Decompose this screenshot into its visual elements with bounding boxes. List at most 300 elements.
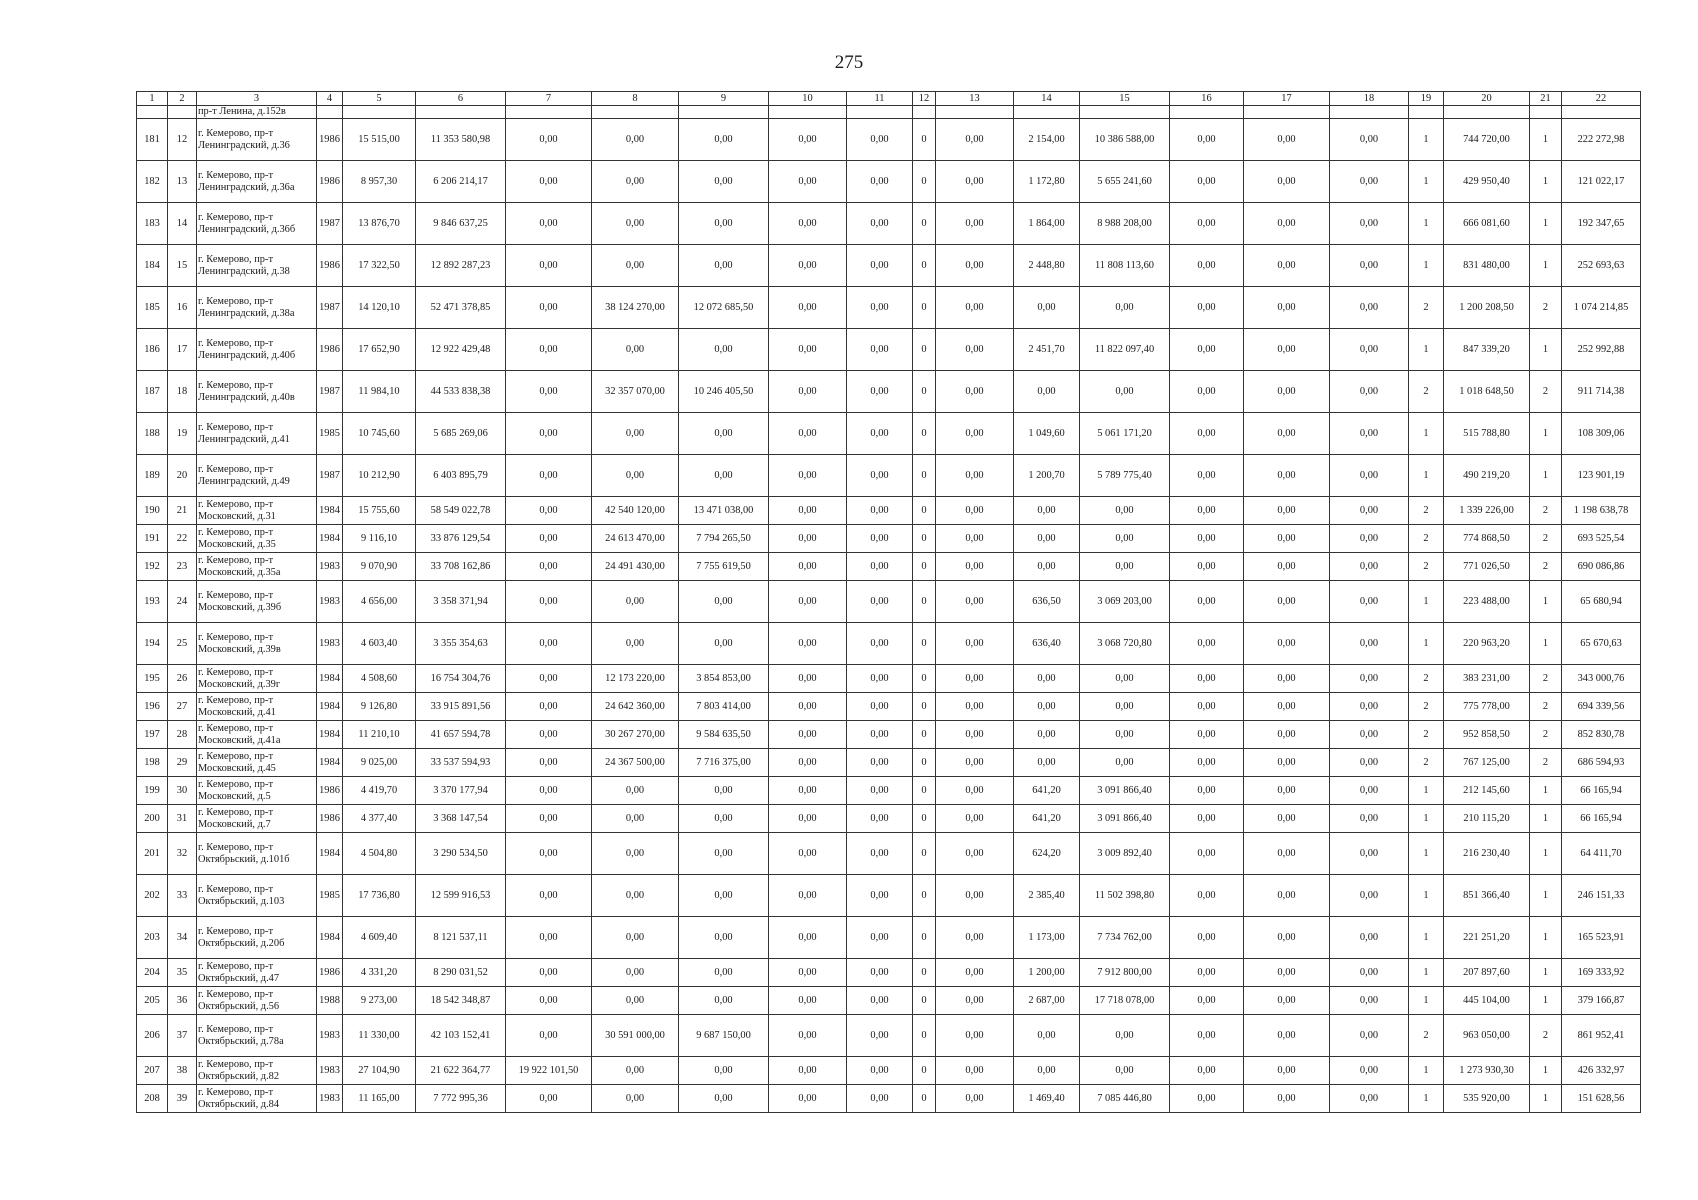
- col11-cell: 0,00: [847, 161, 913, 203]
- col5-cell: 4 603,40: [343, 623, 416, 665]
- table-row: [137, 497, 1641, 525]
- address-cell: г. Кемерово, пр-т Октябрьский, д.56: [197, 987, 317, 1015]
- col22-cell: 343 000,76: [1562, 665, 1641, 693]
- col16-cell: 0,00: [1170, 1015, 1244, 1057]
- col7-cell: 19 922 101,50: [506, 1057, 592, 1085]
- col10-cell: 0,00: [769, 119, 847, 161]
- col12-cell: 0: [913, 581, 936, 623]
- column-header-1: 1: [137, 92, 168, 106]
- col6-cell: 3 358 371,94: [416, 581, 506, 623]
- col19-cell: 1: [1409, 203, 1444, 245]
- year-cell: 1984: [317, 721, 343, 749]
- col15-cell: 3 091 866,40: [1080, 805, 1170, 833]
- col9-cell: 0,00: [679, 833, 769, 875]
- year-cell: 1987: [317, 371, 343, 413]
- col6-cell: 42 103 152,41: [416, 1015, 506, 1057]
- col12-cell: 0: [913, 987, 936, 1015]
- col10-cell: 0,00: [769, 161, 847, 203]
- col12-cell: 0: [913, 525, 936, 553]
- column-header-5: 5: [343, 92, 416, 106]
- col22-cell: 1 074 214,85: [1562, 287, 1641, 329]
- year-cell: 1985: [317, 413, 343, 455]
- row-number: 201: [137, 833, 168, 875]
- col18-cell: 0,00: [1330, 805, 1409, 833]
- row-number: 194: [137, 623, 168, 665]
- col19-cell: 1: [1409, 413, 1444, 455]
- col21-cell: 2: [1530, 749, 1562, 777]
- col11-cell: 0,00: [847, 371, 913, 413]
- sub-number: 38: [168, 1057, 197, 1085]
- col10-cell: 0,00: [769, 693, 847, 721]
- col19-cell: 2: [1409, 721, 1444, 749]
- col16-cell: 0,00: [1170, 525, 1244, 553]
- col15-cell: 10 386 588,00: [1080, 119, 1170, 161]
- col8-cell: 0,00: [592, 875, 679, 917]
- col22-cell: 694 339,56: [1562, 693, 1641, 721]
- col14-cell: 0,00: [1014, 525, 1080, 553]
- col9-cell: 0,00: [679, 875, 769, 917]
- column-header-14: 14: [1014, 92, 1080, 106]
- col10-cell: 0,00: [769, 371, 847, 413]
- year-cell: 1986: [317, 777, 343, 805]
- table-row: [137, 777, 1641, 805]
- col20-cell: 963 050,00: [1444, 1015, 1530, 1057]
- table-row: [137, 833, 1641, 875]
- year-cell: 1983: [317, 553, 343, 581]
- col10-cell: 0,00: [769, 1057, 847, 1085]
- col7-cell: 0,00: [506, 203, 592, 245]
- col11-cell: 0,00: [847, 455, 913, 497]
- col13-cell: 0,00: [936, 693, 1014, 721]
- col19-cell: 2: [1409, 1015, 1444, 1057]
- col6-cell: 5 685 269,06: [416, 413, 506, 455]
- col17-cell: 0,00: [1244, 497, 1330, 525]
- col15-cell: 0,00: [1080, 497, 1170, 525]
- col8-cell: 0,00: [592, 161, 679, 203]
- col18-cell: 0,00: [1330, 455, 1409, 497]
- col7-cell: 0,00: [506, 805, 592, 833]
- col5-cell: 4 508,60: [343, 665, 416, 693]
- sub-number: 37: [168, 1015, 197, 1057]
- col8-cell: 0,00: [592, 455, 679, 497]
- address-cell: г. Кемерово, пр-т Московский, д.39г: [197, 665, 317, 693]
- col22-cell: 861 952,41: [1562, 1015, 1641, 1057]
- col17-cell: 0,00: [1244, 553, 1330, 581]
- table-row: [137, 1057, 1641, 1085]
- col5-cell: 17 322,50: [343, 245, 416, 287]
- row-number: 205: [137, 987, 168, 1015]
- sub-number: 35: [168, 959, 197, 987]
- row-number: 183: [137, 203, 168, 245]
- col19-cell: 2: [1409, 749, 1444, 777]
- col16-cell: 0,00: [1170, 371, 1244, 413]
- year-cell: 1984: [317, 749, 343, 777]
- col20-cell: 774 868,50: [1444, 525, 1530, 553]
- col6-cell: 33 876 129,54: [416, 525, 506, 553]
- col17-cell: 0,00: [1244, 371, 1330, 413]
- col20-cell: 744 720,00: [1444, 119, 1530, 161]
- col22-cell: 693 525,54: [1562, 525, 1641, 553]
- address-cell: г. Кемерово, пр-т Московский, д.39б: [197, 581, 317, 623]
- table-row: [137, 749, 1641, 777]
- col17-cell: 0,00: [1244, 287, 1330, 329]
- col13-cell: 0,00: [936, 525, 1014, 553]
- col9-cell: 0,00: [679, 161, 769, 203]
- col12-cell: 0: [913, 805, 936, 833]
- col8-cell: 24 367 500,00: [592, 749, 679, 777]
- address-cell: г. Кемерово, пр-т Ленинградский, д.40в: [197, 371, 317, 413]
- table-row: [137, 987, 1641, 1015]
- col18-cell: 0,00: [1330, 287, 1409, 329]
- col9-cell: 9 584 635,50: [679, 721, 769, 749]
- col6-cell: 6 206 214,17: [416, 161, 506, 203]
- col7-cell: 0,00: [506, 1015, 592, 1057]
- column-header-2: 2: [168, 92, 197, 106]
- col6-cell: 8 290 031,52: [416, 959, 506, 987]
- col14-cell: 0,00: [1014, 553, 1080, 581]
- col16-cell: 0,00: [1170, 833, 1244, 875]
- address-cell: г. Кемерово, пр-т Московский, д.45: [197, 749, 317, 777]
- col18-cell: 0,00: [1330, 1057, 1409, 1085]
- table-row: [137, 1015, 1641, 1057]
- col22-cell: 252 992,88: [1562, 329, 1641, 371]
- col10-cell: 0,00: [769, 1015, 847, 1057]
- col13-cell: 0,00: [936, 721, 1014, 749]
- col8-cell: 24 491 430,00: [592, 553, 679, 581]
- sub-number: 18: [168, 371, 197, 413]
- col14-cell: 0,00: [1014, 665, 1080, 693]
- col9-cell: 0,00: [679, 245, 769, 287]
- col16-cell: 0,00: [1170, 987, 1244, 1015]
- table-row: [137, 623, 1641, 665]
- col17-cell: 0,00: [1244, 875, 1330, 917]
- row-number: 191: [137, 525, 168, 553]
- col20-cell: 220 963,20: [1444, 623, 1530, 665]
- row-number: 190: [137, 497, 168, 525]
- column-header-13: 13: [936, 92, 1014, 106]
- column-header-17: 17: [1244, 92, 1330, 106]
- col19-cell: 2: [1409, 693, 1444, 721]
- col14-cell: 636,40: [1014, 623, 1080, 665]
- col20-cell: 490 219,20: [1444, 455, 1530, 497]
- col5-cell: 4 331,20: [343, 959, 416, 987]
- col9-cell: 0,00: [679, 777, 769, 805]
- table-row: [137, 119, 1641, 161]
- sub-number: 17: [168, 329, 197, 371]
- col15-cell: 0,00: [1080, 665, 1170, 693]
- col5-cell: 9 025,00: [343, 749, 416, 777]
- col10-cell: 0,00: [769, 497, 847, 525]
- column-header-22: 22: [1562, 92, 1641, 106]
- table-row: [137, 161, 1641, 203]
- col7-cell: 0,00: [506, 987, 592, 1015]
- col14-cell: 0,00: [1014, 749, 1080, 777]
- col15-cell: 7 734 762,00: [1080, 917, 1170, 959]
- col17-cell: 0,00: [1244, 161, 1330, 203]
- table-row: [137, 1085, 1641, 1113]
- year-cell: 1986: [317, 161, 343, 203]
- col8-cell: 0,00: [592, 833, 679, 875]
- col22-cell: 426 332,97: [1562, 1057, 1641, 1085]
- address-cell: г. Кемерово, пр-т Ленинградский, д.36: [197, 119, 317, 161]
- col19-cell: 1: [1409, 623, 1444, 665]
- col12-cell: 0: [913, 917, 936, 959]
- row-number: 206: [137, 1015, 168, 1057]
- col18-cell: 0,00: [1330, 525, 1409, 553]
- col6-cell: 18 542 348,87: [416, 987, 506, 1015]
- col18-cell: 0,00: [1330, 1085, 1409, 1113]
- row-number: 181: [137, 119, 168, 161]
- sub-number: 33: [168, 875, 197, 917]
- col15-cell: 0,00: [1080, 721, 1170, 749]
- col17-cell: 0,00: [1244, 525, 1330, 553]
- col7-cell: 0,00: [506, 245, 592, 287]
- sub-number: 39: [168, 1085, 197, 1113]
- col13-cell: 0,00: [936, 1057, 1014, 1085]
- col16-cell: 0,00: [1170, 455, 1244, 497]
- col22-cell: 65 670,63: [1562, 623, 1641, 665]
- col6-cell: 8 121 537,11: [416, 917, 506, 959]
- col20-cell: 847 339,20: [1444, 329, 1530, 371]
- col15-cell: 0,00: [1080, 287, 1170, 329]
- col16-cell: 0,00: [1170, 119, 1244, 161]
- col14-cell: 1 200,70: [1014, 455, 1080, 497]
- col20-cell: 952 858,50: [1444, 721, 1530, 749]
- col14-cell: 1 173,00: [1014, 917, 1080, 959]
- col21-cell: 1: [1530, 203, 1562, 245]
- col21-cell: 1: [1530, 805, 1562, 833]
- col7-cell: 0,00: [506, 721, 592, 749]
- col13-cell: 0,00: [936, 749, 1014, 777]
- col7-cell: 0,00: [506, 525, 592, 553]
- col9-cell: 0,00: [679, 805, 769, 833]
- col12-cell: 0: [913, 413, 936, 455]
- col15-cell: 17 718 078,00: [1080, 987, 1170, 1015]
- col12-cell: 0: [913, 623, 936, 665]
- col15-cell: 0,00: [1080, 525, 1170, 553]
- sub-number: 26: [168, 665, 197, 693]
- col8-cell: 32 357 070,00: [592, 371, 679, 413]
- col18-cell: 0,00: [1330, 245, 1409, 287]
- col20-cell: 666 081,60: [1444, 203, 1530, 245]
- col14-cell: 0,00: [1014, 497, 1080, 525]
- table-body: [137, 106, 1641, 1113]
- col21-cell: 1: [1530, 581, 1562, 623]
- col11-cell: 0,00: [847, 917, 913, 959]
- col11-cell: 0,00: [847, 497, 913, 525]
- col14-cell: 2 385,40: [1014, 875, 1080, 917]
- table-row: [137, 455, 1641, 497]
- col14-cell: 0,00: [1014, 371, 1080, 413]
- col7-cell: 0,00: [506, 119, 592, 161]
- col11-cell: 0,00: [847, 721, 913, 749]
- column-header-12: 12: [913, 92, 936, 106]
- row-number: 188: [137, 413, 168, 455]
- year-cell: 1987: [317, 455, 343, 497]
- address-cell: г. Кемерово, пр-т Октябрьский, д.103: [197, 875, 317, 917]
- row-number: 196: [137, 693, 168, 721]
- col19-cell: 1: [1409, 455, 1444, 497]
- sub-number: 34: [168, 917, 197, 959]
- col20-cell: 767 125,00: [1444, 749, 1530, 777]
- col19-cell: 1: [1409, 959, 1444, 987]
- col21-cell: 2: [1530, 371, 1562, 413]
- sub-number: 16: [168, 287, 197, 329]
- col22-cell: 252 693,63: [1562, 245, 1641, 287]
- sub-number: 28: [168, 721, 197, 749]
- col9-cell: 7 755 619,50: [679, 553, 769, 581]
- col5-cell: 13 876,70: [343, 203, 416, 245]
- col10-cell: 0,00: [769, 917, 847, 959]
- row-number: 193: [137, 581, 168, 623]
- col17-cell: 0,00: [1244, 203, 1330, 245]
- col20-cell: 1 018 648,50: [1444, 371, 1530, 413]
- col13-cell: 0,00: [936, 245, 1014, 287]
- row-number: 204: [137, 959, 168, 987]
- col20-cell: 221 251,20: [1444, 917, 1530, 959]
- col21-cell: 1: [1530, 329, 1562, 371]
- col17-cell: 0,00: [1244, 693, 1330, 721]
- row-number: 195: [137, 665, 168, 693]
- col14-cell: 0,00: [1014, 1057, 1080, 1085]
- col22-cell: 151 628,56: [1562, 1085, 1641, 1113]
- row-number: 200: [137, 805, 168, 833]
- col20-cell: 210 115,20: [1444, 805, 1530, 833]
- col15-cell: 0,00: [1080, 1015, 1170, 1057]
- col6-cell: 52 471 378,85: [416, 287, 506, 329]
- col9-cell: 0,00: [679, 455, 769, 497]
- col18-cell: 0,00: [1330, 721, 1409, 749]
- col15-cell: 0,00: [1080, 371, 1170, 413]
- col21-cell: 2: [1530, 1015, 1562, 1057]
- table-row: [137, 665, 1641, 693]
- col13-cell: 0,00: [936, 623, 1014, 665]
- col6-cell: 11 353 580,98: [416, 119, 506, 161]
- col12-cell: 0: [913, 777, 936, 805]
- row-number: 182: [137, 161, 168, 203]
- col5-cell: 10 212,90: [343, 455, 416, 497]
- col8-cell: 38 124 270,00: [592, 287, 679, 329]
- col13-cell: 0,00: [936, 455, 1014, 497]
- col12-cell: 0: [913, 245, 936, 287]
- column-header-11: 11: [847, 92, 913, 106]
- col21-cell: 1: [1530, 987, 1562, 1015]
- col7-cell: 0,00: [506, 693, 592, 721]
- year-cell: 1983: [317, 1085, 343, 1113]
- col9-cell: 3 854 853,00: [679, 665, 769, 693]
- col10-cell: 0,00: [769, 665, 847, 693]
- row-number: 202: [137, 875, 168, 917]
- col10-cell: 0,00: [769, 749, 847, 777]
- col16-cell: 0,00: [1170, 749, 1244, 777]
- row-number: 203: [137, 917, 168, 959]
- col18-cell: 0,00: [1330, 693, 1409, 721]
- col16-cell: 0,00: [1170, 777, 1244, 805]
- col11-cell: 0,00: [847, 959, 913, 987]
- col19-cell: 1: [1409, 875, 1444, 917]
- col9-cell: 12 072 685,50: [679, 287, 769, 329]
- col13-cell: 0,00: [936, 875, 1014, 917]
- col11-cell: 0,00: [847, 553, 913, 581]
- row-number: 207: [137, 1057, 168, 1085]
- col21-cell: 1: [1530, 777, 1562, 805]
- col14-cell: 0,00: [1014, 1015, 1080, 1057]
- sub-number: 32: [168, 833, 197, 875]
- col8-cell: 24 642 360,00: [592, 693, 679, 721]
- col22-cell: 690 086,86: [1562, 553, 1641, 581]
- col16-cell: 0,00: [1170, 553, 1244, 581]
- col18-cell: 0,00: [1330, 1015, 1409, 1057]
- col5-cell: 11 330,00: [343, 1015, 416, 1057]
- col12-cell: 0: [913, 455, 936, 497]
- table-row: [137, 287, 1641, 329]
- col17-cell: 0,00: [1244, 1015, 1330, 1057]
- col6-cell: 33 915 891,56: [416, 693, 506, 721]
- col19-cell: 1: [1409, 833, 1444, 875]
- col20-cell: 1 200 208,50: [1444, 287, 1530, 329]
- col16-cell: 0,00: [1170, 721, 1244, 749]
- housing-registry-table: [136, 91, 1641, 1113]
- year-cell: 1986: [317, 805, 343, 833]
- col5-cell: 4 377,40: [343, 805, 416, 833]
- col15-cell: 11 808 113,60: [1080, 245, 1170, 287]
- col16-cell: 0,00: [1170, 161, 1244, 203]
- year-cell: 1987: [317, 203, 343, 245]
- col12-cell: 0: [913, 959, 936, 987]
- col21-cell: 2: [1530, 721, 1562, 749]
- address-cell: г. Кемерово, пр-т Ленинградский, д.41: [197, 413, 317, 455]
- col13-cell: 0,00: [936, 203, 1014, 245]
- col19-cell: 2: [1409, 371, 1444, 413]
- year-cell: 1984: [317, 833, 343, 875]
- col21-cell: 2: [1530, 287, 1562, 329]
- col18-cell: 0,00: [1330, 553, 1409, 581]
- col10-cell: 0,00: [769, 413, 847, 455]
- address-cell: г. Кемерово, пр-т Московский, д.31: [197, 497, 317, 525]
- col12-cell: 0: [913, 371, 936, 413]
- col12-cell: 0: [913, 749, 936, 777]
- col16-cell: 0,00: [1170, 497, 1244, 525]
- col6-cell: 44 533 838,38: [416, 371, 506, 413]
- col20-cell: 207 897,60: [1444, 959, 1530, 987]
- row-number: 208: [137, 1085, 168, 1113]
- col13-cell: 0,00: [936, 833, 1014, 875]
- col13-cell: 0,00: [936, 161, 1014, 203]
- col7-cell: 0,00: [506, 777, 592, 805]
- col7-cell: 0,00: [506, 161, 592, 203]
- col5-cell: 4 609,40: [343, 917, 416, 959]
- sub-number: 13: [168, 161, 197, 203]
- col8-cell: 0,00: [592, 777, 679, 805]
- col13-cell: 0,00: [936, 119, 1014, 161]
- col6-cell: 3 368 147,54: [416, 805, 506, 833]
- col9-cell: 0,00: [679, 917, 769, 959]
- column-header-18: 18: [1330, 92, 1409, 106]
- col21-cell: 1: [1530, 245, 1562, 287]
- col12-cell: 0: [913, 287, 936, 329]
- col9-cell: 9 687 150,00: [679, 1015, 769, 1057]
- col13-cell: 0,00: [936, 413, 1014, 455]
- col21-cell: 1: [1530, 1057, 1562, 1085]
- col8-cell: 0,00: [592, 805, 679, 833]
- col21-cell: 2: [1530, 665, 1562, 693]
- col14-cell: 641,20: [1014, 777, 1080, 805]
- col19-cell: 2: [1409, 497, 1444, 525]
- col19-cell: 1: [1409, 917, 1444, 959]
- table-row: [137, 245, 1641, 287]
- col9-cell: 13 471 038,00: [679, 497, 769, 525]
- col5-cell: 15 515,00: [343, 119, 416, 161]
